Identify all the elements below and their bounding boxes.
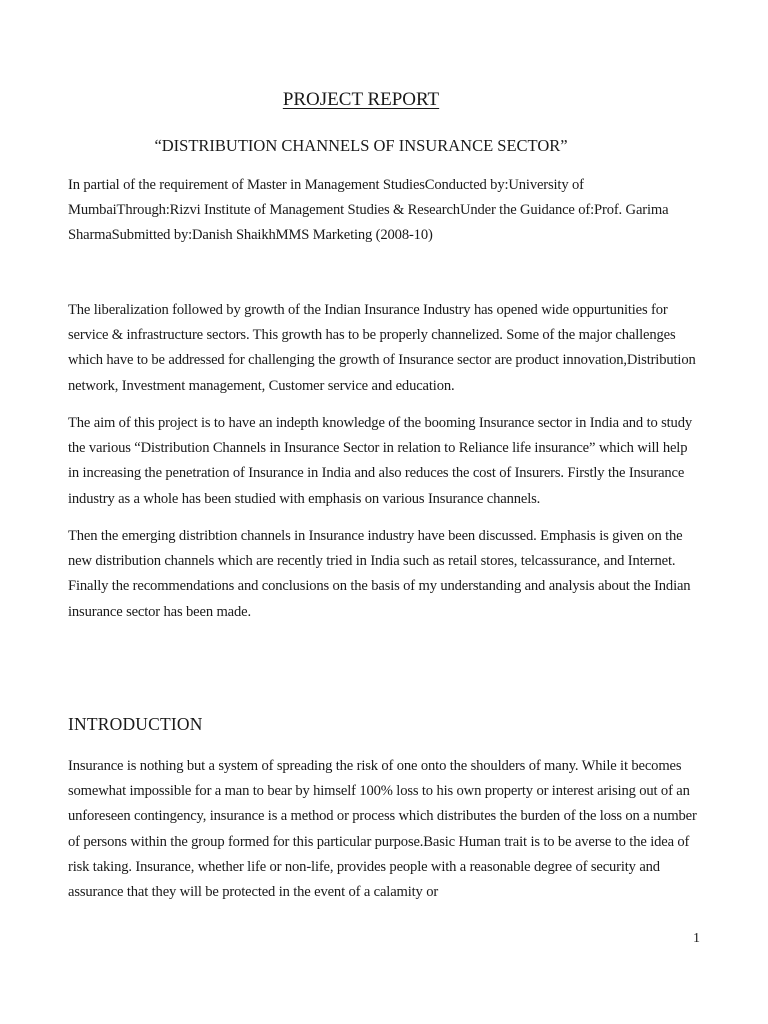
- intro-paragraph: In partial of the requirement of Master in Management StudiesConducted by:University of MumbaiThrough:Rizvi Institute of Management Studies & ResearchUnder the Guidance of:Prof. Garima SharmaSubmitted by:Danish ShaikhMMS Marketing (2008-10): [68, 177, 669, 244]
- report-title: PROJECT REPORT: [282, 89, 440, 110]
- abstract-paragraph-1: The liberalization followed by growth of the Indian Insurance Industry has opened wide oppurtunities for service & infrastructure sectors. This growth has to be properly channelized. Some of the major challenges which have to be addressed for challenging the growth of Insurance sector are product innovation,Distribution network, Investment management, Customer service and education.: [68, 302, 696, 394]
- abstract-paragraph-3: Then the emerging distribtion channels in Insurance industry have been discussed. Emphasis is given on the new distribution channels which are recently tried in India such as retail stores, telcassurance, and Internet. Finally the recommendations and conclusions on the basis of my understanding and analysis about the Indian insurance sector has been made.: [68, 528, 691, 620]
- report-subtitle: “DISTRIBUTION CHANNELS OF INSURANCE SECTOR”: [154, 136, 568, 155]
- introduction-paragraph: Insurance is nothing but a system of spreading the risk of one onto the shoulders of many. While it becomes somewhat impossible for a man to bear by himself 100% loss to his own property or interest arising out of an unforeseen contingency, insurance is a method or process which distributes the burden of the loss on a number of persons within the group formed for this particular purpose.Basic Human trait is to be averse to the idea of risk taking. Insurance, whether life or non-life, provides people with a reasonable degree of security and assurance that they will be protected in the event of a calamity or: [68, 758, 697, 901]
- abstract-paragraph-2: The aim of this project is to have an indepth knowledge of the booming Insurance sector in India and to study the various “Distribution Channels in Insurance Sector in relation to Reliance life insurance” which will help in increasing the penetration of Insurance in India and also reduces the cost of Insurers. Firstly the Insurance industry as a whole has been studied with emphasis on various Insurance channels.: [68, 415, 692, 507]
- page-number: 1: [693, 931, 700, 946]
- section-heading-introduction: INTRODUCTION: [68, 714, 203, 734]
